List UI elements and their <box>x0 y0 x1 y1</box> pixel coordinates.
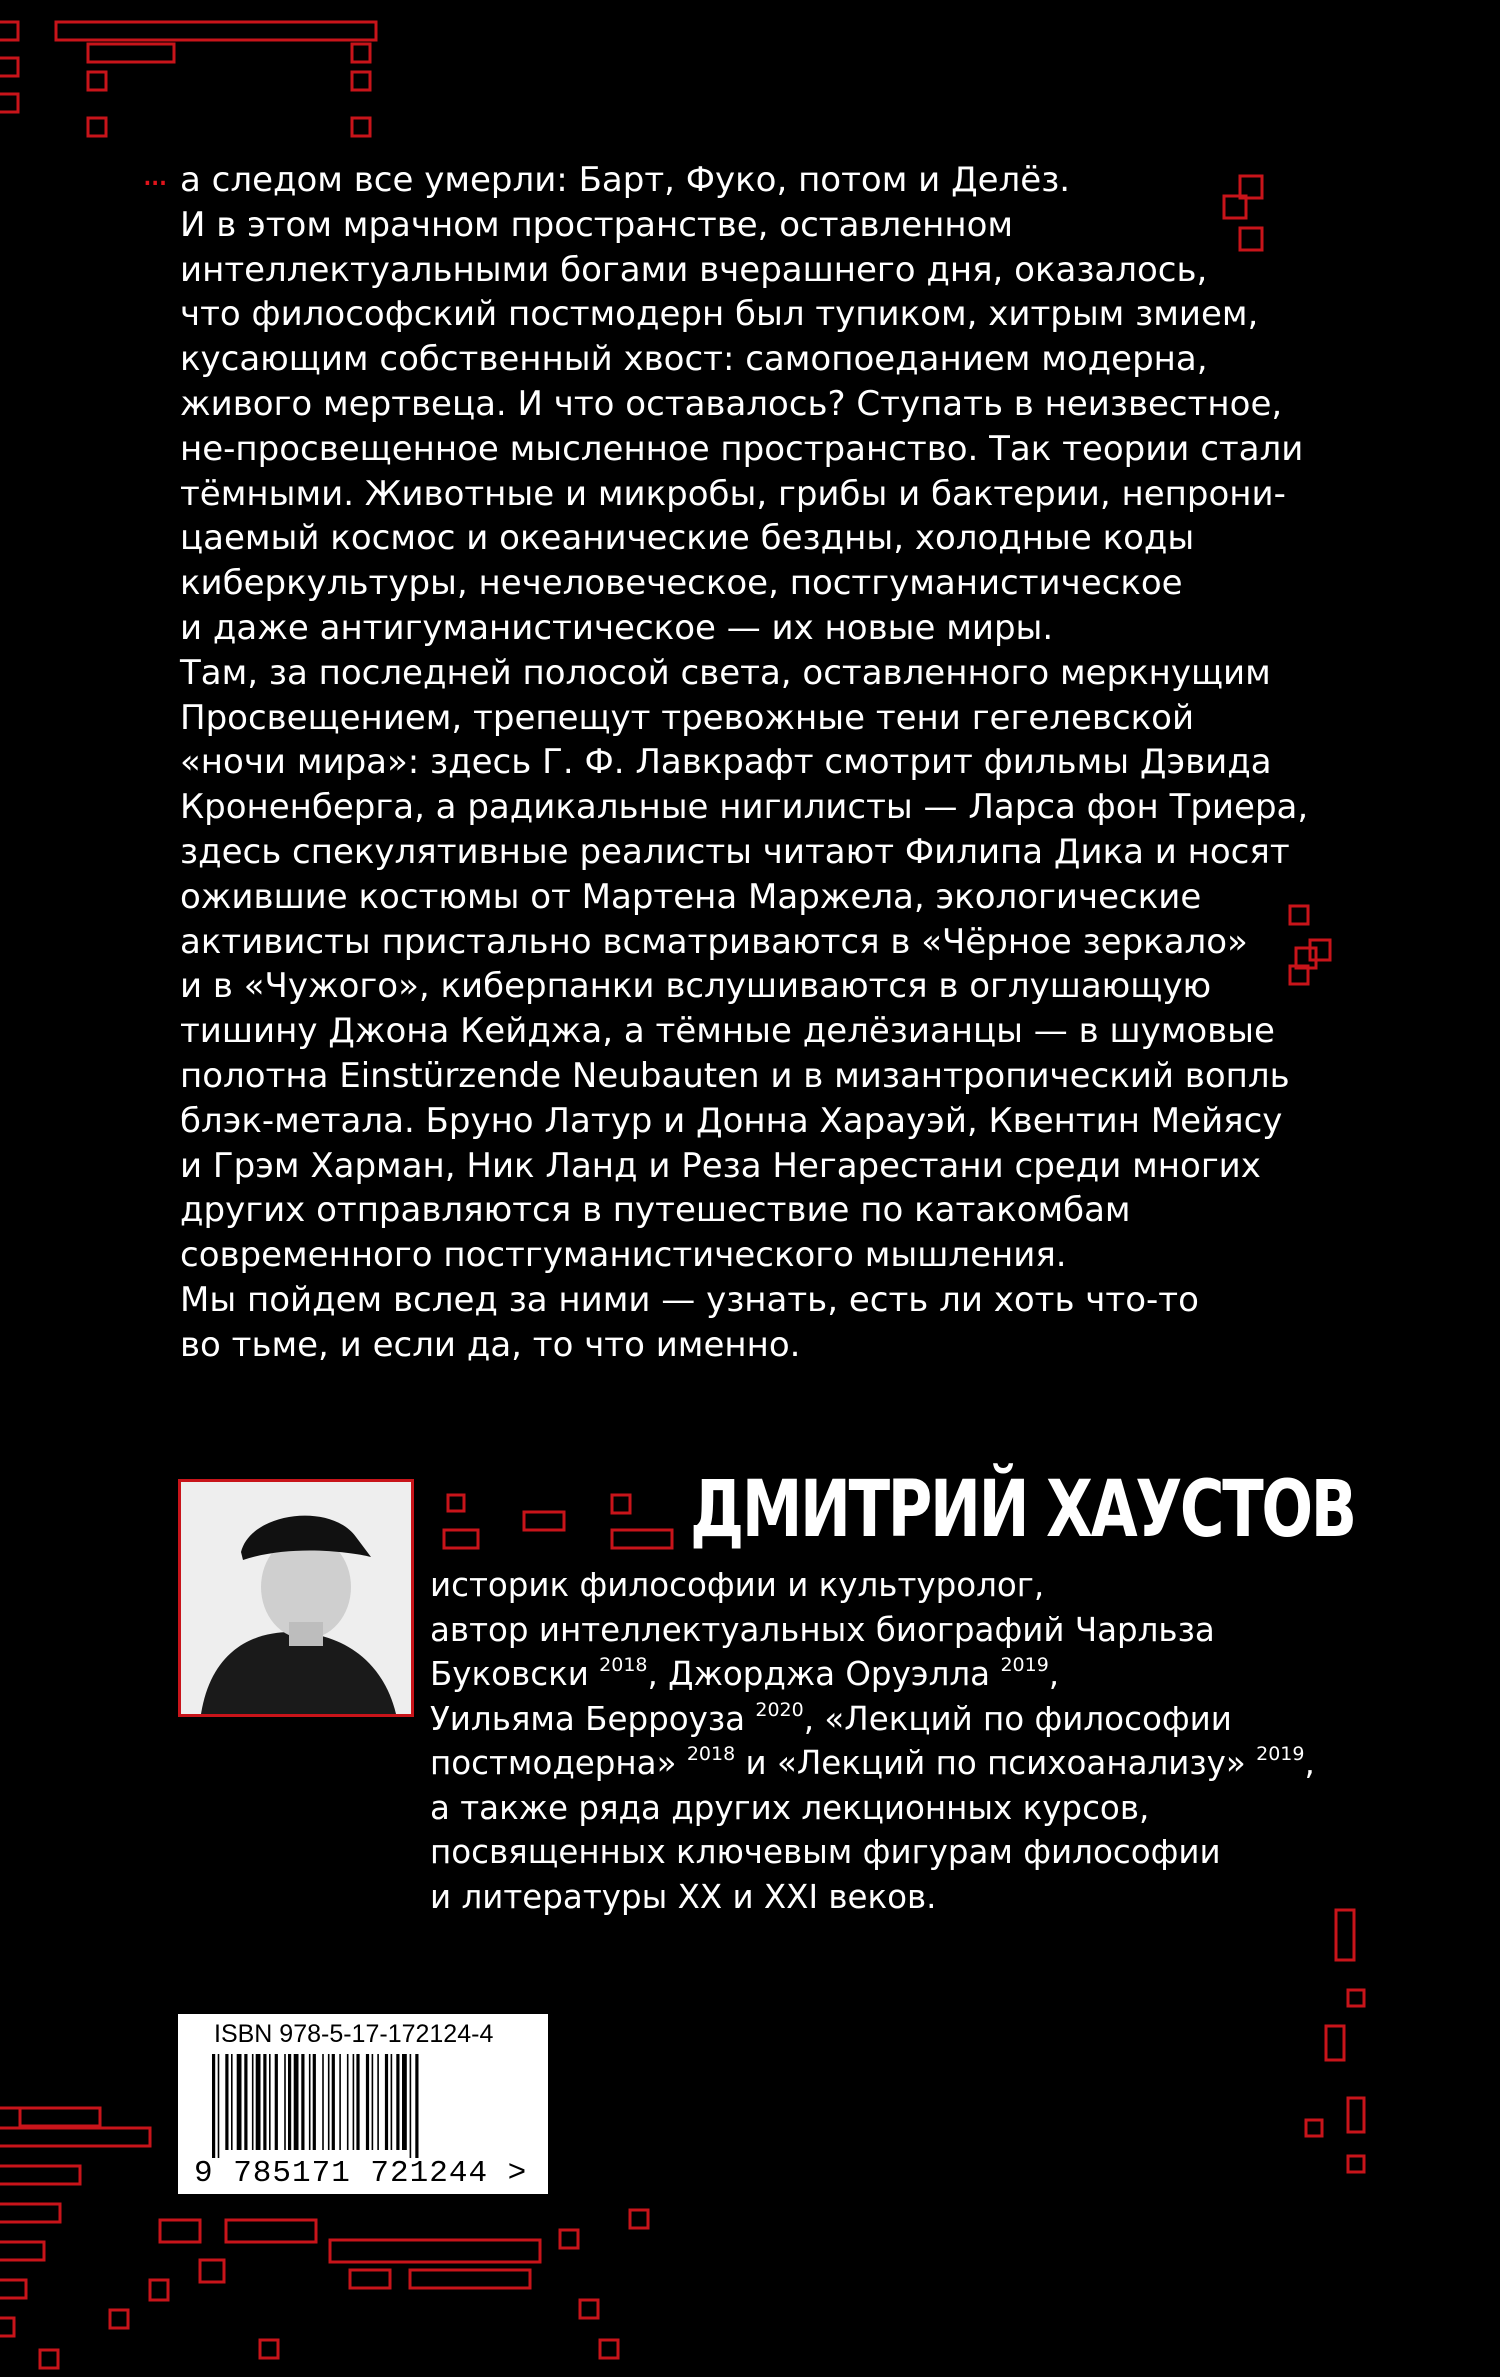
barcode <box>178 2014 548 2194</box>
blurb-line: во тьме, и если да, то что именно. <box>180 1324 801 1365</box>
author-portrait-image <box>181 1482 411 1714</box>
blurb-line: что философский постмодерн был тупиком, хитрым змием, <box>180 294 1259 335</box>
blurb-line: Там, за последней полосой света, оставленного меркнущим <box>180 652 1271 693</box>
blurb-line: ожившие костюмы от Мартена Маржела, экологические <box>180 876 1202 917</box>
blurb-line: и Грэм Харман, Ник Ланд и Реза Негарестани среди многих <box>180 1145 1261 1186</box>
bio-text: а также ряда других лекционных курсов, <box>430 1788 1150 1827</box>
author-name: ДМИТРИЙ ХАУСТОВ <box>690 1465 1355 1555</box>
bio-text: постмодерна» <box>430 1744 687 1782</box>
year-superscript: 2019 <box>1256 1743 1305 1765</box>
blurb-line: цаемый космос и океанические бездны, холодные коды <box>180 518 1195 559</box>
blurb-line: киберкультуры, нечеловеческое, постгуманистическое <box>180 563 1183 604</box>
bio-text: Буковски <box>430 1655 600 1693</box>
bio-line <box>430 1786 1390 1831</box>
blurb-line: Мы пойдем вслед за ними — узнать, есть ли хоть что-то <box>180 1279 1199 1320</box>
blurb-line: современного постгуманистического мышления. <box>180 1235 1067 1276</box>
bio-line <box>430 1652 1390 1697</box>
blurb-line: тёмными. Животные и микробы, грибы и бактерии, непрони- <box>180 473 1286 514</box>
blurb-line: не-просвещенное мысленное пространство. Так теории стали <box>180 428 1304 469</box>
blurb-line: интеллектуальными богами вчерашнего дня, оказалось, <box>180 249 1208 290</box>
bio-text: , <box>1304 1744 1315 1782</box>
bio-line <box>430 1875 1390 1920</box>
blurb-line: Просвещением, трепещут тревожные тени гегелевской <box>180 697 1195 738</box>
bio-line <box>430 1741 1390 1786</box>
blurb-line: и даже антигуманистическое — их новые миры. <box>180 607 1054 648</box>
blurb-line: «ночи мира»: здесь Г. Ф. Лавкрафт смотрит фильмы Дэвида <box>180 742 1272 783</box>
bio-text: , Джорджа Оруэлла <box>647 1655 1001 1693</box>
bio-line <box>430 1830 1390 1875</box>
blurb <box>142 154 1350 1368</box>
year-superscript: 2020 <box>755 1698 804 1721</box>
author-bio <box>430 1563 1390 1919</box>
blurb-line: живого мертвеца. И что оставалось? Ступать в неизвестное, <box>180 383 1283 424</box>
bio-line <box>430 1697 1390 1742</box>
blurb-line: блэк-метала. Бруно Латур и Донна Харауэй, Квентин Мейясу <box>180 1100 1283 1141</box>
isbn-label: ISBN 978-5-17-172124-4 <box>214 2020 494 2048</box>
year-superscript: 2018 <box>686 1743 736 1765</box>
year-superscript: 2018 <box>599 1654 648 1676</box>
blurb-line: других отправляются в путешествие по катакомбам <box>180 1190 1131 1231</box>
bio-text: и «Лекций по психоанализу» <box>735 1744 1257 1782</box>
blurb-line: Кроненберга, а радикальные нигилисты — Ларса фон Триера, <box>180 787 1309 828</box>
bio-text: посвященных ключевым фигурам философии <box>430 1833 1221 1871</box>
barcode-bars <box>212 2054 512 2158</box>
blurb-line: здесь спекулятивные реалисты читают Филипа Дика и носят <box>180 831 1290 872</box>
blurb-first-line: а следом все умерли: Барт, Фуко, потом и Делёз. <box>180 160 1071 200</box>
author-photo <box>178 1479 414 1717</box>
bio-line <box>430 1608 1390 1653</box>
blurb-line: кусающим собственный хвост: самопоеданием модерна, <box>180 339 1208 380</box>
barcode-digits: 9 785171 721244 > <box>194 2156 528 2191</box>
bio-text: , «Лекций по философии <box>803 1699 1232 1738</box>
bio-text: Уильяма Берроуза <box>430 1699 756 1738</box>
blurb-line: тишину Джона Кейджа, а тёмные делёзианцы — в шумовые <box>180 1011 1275 1052</box>
bio-line <box>430 1563 1390 1608</box>
bio-text: и литературы XX и XXI веков. <box>430 1877 937 1916</box>
year-superscript: 2019 <box>1000 1654 1049 1676</box>
blurb-line: и в «Чужого», киберпанки вслушиваются в оглушающую <box>180 966 1212 1007</box>
blurb-body <box>180 203 1350 1368</box>
blurb-line: И в этом мрачном пространстве, оставленном <box>180 204 1014 245</box>
bio-text: , <box>1048 1655 1060 1693</box>
bio-text: историк философии и культуролог, <box>430 1566 1045 1604</box>
ellipsis-mark: ... <box>142 154 166 194</box>
blurb-line: активисты пристально всматриваются в «Чёрное зеркало» <box>180 921 1248 962</box>
blurb-line: полотна Einstürzende Neubauten и в мизантропический вопль <box>180 1055 1290 1096</box>
bio-text: автор интеллектуальных биографий Чарльза <box>430 1610 1215 1649</box>
